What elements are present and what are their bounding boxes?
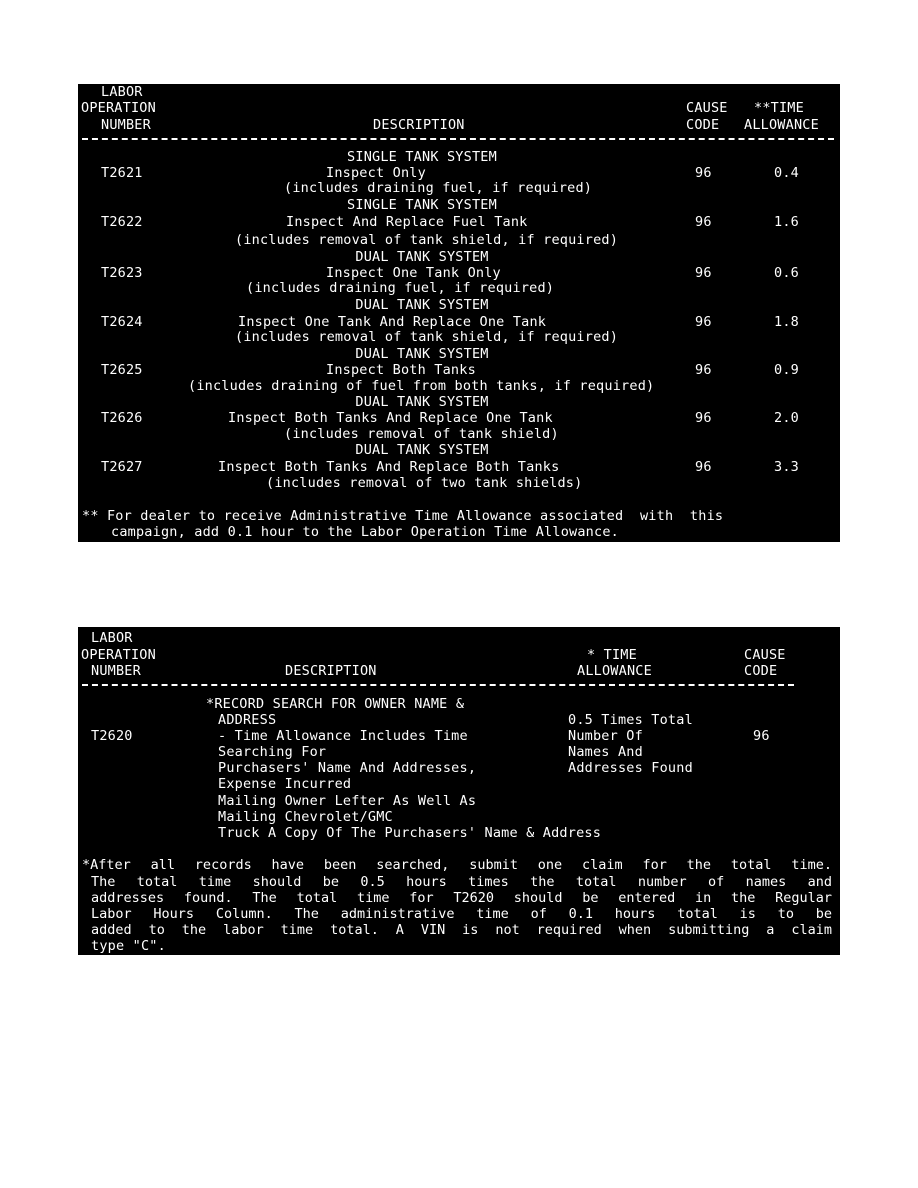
footnote-line-5: added to the labor time total. A VIN is not required when submitting a claim <box>91 922 832 938</box>
row-op-number: T2620 <box>91 728 133 744</box>
row-time-line: 0.5 Times Total <box>568 712 693 728</box>
row-note: (includes draining of fuel from both tanks, if required) <box>188 378 655 394</box>
header-cause-line1: CAUSE <box>744 647 786 663</box>
labor-operations-table-2 <box>78 627 840 955</box>
row-time-line: Names And <box>568 744 643 760</box>
row-system-label: SINGLE TANK SYSTEM <box>347 197 497 213</box>
row-time-allowance: 0.4 <box>774 165 799 181</box>
row-description-line: - Time Allowance Includes Time <box>218 728 468 744</box>
header-cause-line1: CAUSE <box>686 100 728 116</box>
header-cause-line2: CODE <box>686 117 720 133</box>
row-op-number: T2626 <box>101 410 143 426</box>
row-description: Inspect Both Tanks And Replace Both Tanks <box>218 459 560 475</box>
row-system-label: DUAL TANK SYSTEM <box>355 442 489 458</box>
row-note: (includes removal of tank shield) <box>284 426 559 442</box>
header-labor-line1: LABOR <box>101 84 143 100</box>
row-description-line: Searching For <box>218 744 327 760</box>
row-cause-code: 96 <box>695 165 712 181</box>
header-time-line2: ALLOWANCE <box>577 663 652 679</box>
row-cause-code: 96 <box>695 214 712 230</box>
row-time-allowance: 1.6 <box>774 214 799 230</box>
footnote-line-3: addresses found. The total time for T2620 should be entered in the Regular <box>91 890 832 906</box>
row-description: Inspect Both Tanks <box>326 362 476 378</box>
row-system-label: DUAL TANK SYSTEM <box>355 394 489 410</box>
header-labor-line2: OPERATION <box>81 100 156 116</box>
row-description: Inspect Both Tanks And Replace One Tank <box>228 410 553 426</box>
row-description: Inspect Only <box>326 165 426 181</box>
header-time-line2: ALLOWANCE <box>744 117 819 133</box>
row-cause-code: 96 <box>695 459 712 475</box>
row-op-number: T2621 <box>101 165 143 181</box>
header-labor-line1: LABOR <box>91 630 133 646</box>
row-time-allowance: 0.6 <box>774 265 799 281</box>
header-labor-line3: NUMBER <box>91 663 141 679</box>
row-cause-code: 96 <box>695 410 712 426</box>
row-description-line: Truck A Copy Of The Purchasers' Name & Address <box>218 825 602 841</box>
row-cause-code: 96 <box>695 265 712 281</box>
row-time-allowance: 0.9 <box>774 362 799 378</box>
row-op-number: T2622 <box>101 214 143 230</box>
row-system-label: SINGLE TANK SYSTEM <box>347 149 497 165</box>
row-description: Inspect One Tank And Replace One Tank <box>238 314 547 330</box>
row-description: Inspect One Tank Only <box>326 265 501 281</box>
footnote-line-2: campaign, add 0.1 hour to the Labor Operation Time Allowance. <box>111 524 619 540</box>
row-description: Inspect And Replace Fuel Tank <box>286 214 528 230</box>
header-time-line1: **TIME <box>754 100 804 116</box>
labor-operations-table-1 <box>78 84 840 542</box>
header-divider <box>82 138 834 140</box>
header-description: DESCRIPTION <box>285 663 377 679</box>
row-time-line: Number Of <box>568 728 643 744</box>
row-time-allowance: 2.0 <box>774 410 799 426</box>
header-description: DESCRIPTION <box>373 117 465 133</box>
row-time-line: Addresses Found <box>568 760 693 776</box>
row-system-label: DUAL TANK SYSTEM <box>355 297 489 313</box>
row-description-line: *RECORD SEARCH FOR OWNER NAME & <box>206 696 465 712</box>
row-time-allowance: 1.8 <box>774 314 799 330</box>
row-description-line: Mailing Chevrolet/GMC <box>218 809 393 825</box>
header-cause-line2: CODE <box>744 663 778 679</box>
row-description-line: Purchasers' Name And Addresses, <box>218 760 477 776</box>
row-note: (includes draining fuel, if required) <box>246 280 555 296</box>
row-note: (includes removal of tank shield, if required) <box>235 329 619 345</box>
row-description-line: ADDRESS <box>218 712 277 728</box>
footnote-line-4: Labor Hours Column. The administrative time of 0.1 hours total is to be <box>91 906 832 922</box>
row-system-label: DUAL TANK SYSTEM <box>355 346 489 362</box>
header-labor-line3: NUMBER <box>101 117 151 133</box>
row-time-allowance: 3.3 <box>774 459 799 475</box>
row-cause-code: 96 <box>753 728 770 744</box>
row-note: (includes removal of two tank shields) <box>266 475 583 491</box>
row-op-number: T2625 <box>101 362 143 378</box>
row-op-number: T2624 <box>101 314 143 330</box>
footnote-line-6: type "C". <box>91 938 166 954</box>
footnote-line-1: ** For dealer to receive Administrative Time Allowance associated with this <box>82 508 724 524</box>
header-divider <box>82 684 794 686</box>
row-cause-code: 96 <box>695 314 712 330</box>
footnote-line-1: *After all records have been searched, submit one claim for the total time. <box>82 857 832 873</box>
row-description-line: Expense Incurred <box>218 776 352 792</box>
footnote-line-2: The total time should be 0.5 hours times the total number of names and <box>91 874 832 890</box>
header-time-line1: * TIME <box>587 647 637 663</box>
row-op-number: T2627 <box>101 459 143 475</box>
row-note: (includes draining fuel, if required) <box>284 180 593 196</box>
row-note: (includes removal of tank shield, if required) <box>235 232 619 248</box>
header-labor-line2: OPERATION <box>81 647 156 663</box>
row-system-label: DUAL TANK SYSTEM <box>355 249 489 265</box>
row-description-line: Mailing Owner Lefter As Well As <box>218 793 477 809</box>
row-cause-code: 96 <box>695 362 712 378</box>
row-op-number: T2623 <box>101 265 143 281</box>
